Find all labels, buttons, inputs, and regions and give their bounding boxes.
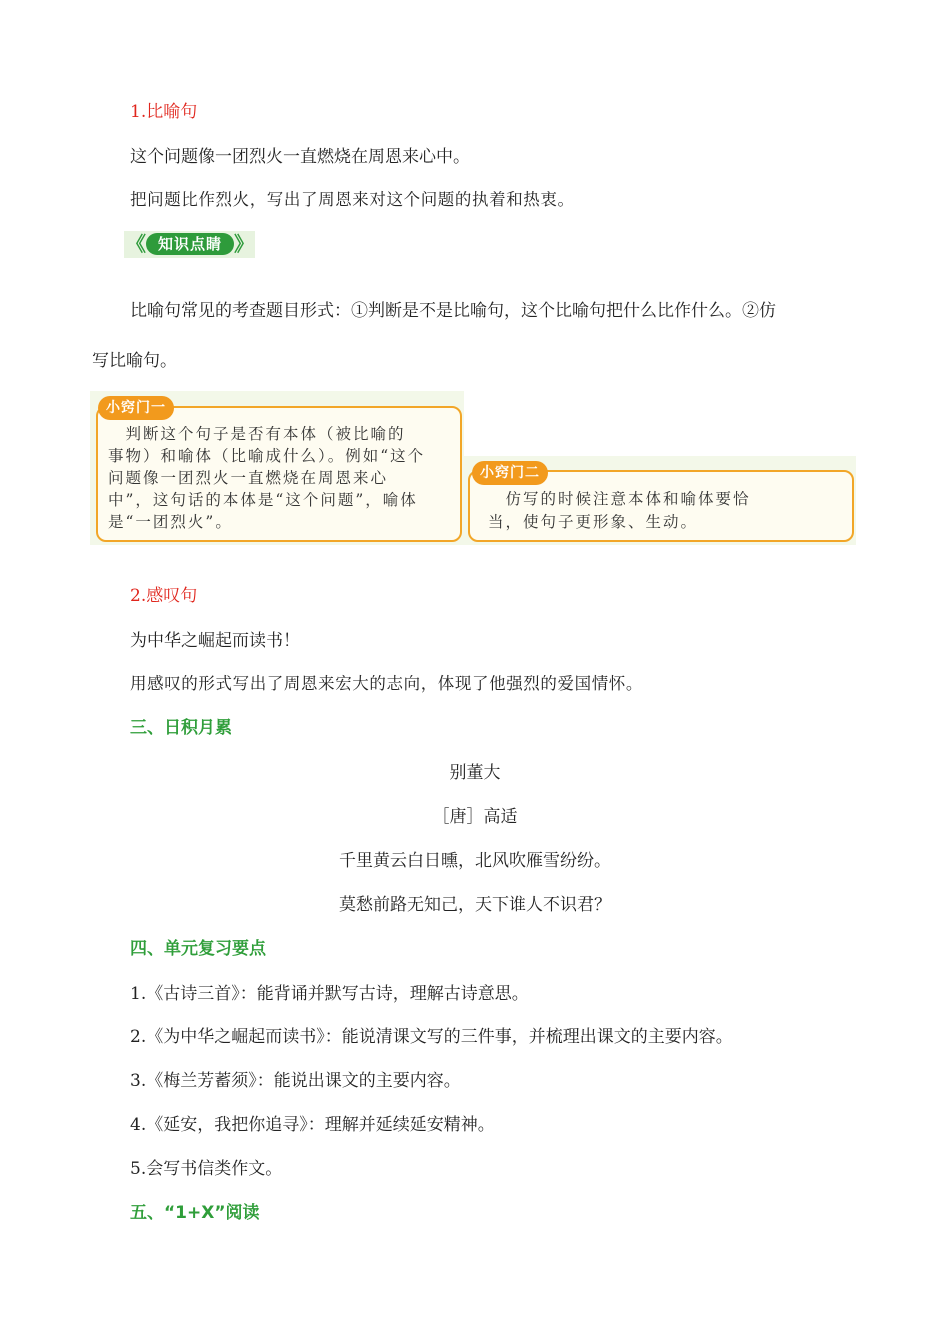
exclaim-sentence: 为中华之崛起而读书！ — [130, 631, 300, 651]
review-item-2: 2.《为中华之崛起而读书》：能说清课文写的三件事，并梳理出课文的主要内容。 — [130, 1027, 733, 1047]
poem-line-1: 千里黄云白日曛，北风吹雁雪纷纷。 — [339, 851, 611, 871]
review-item-5: 5.会写书信类作文。 — [130, 1159, 283, 1179]
knowledge-banner-label: 知识点睛 — [146, 233, 234, 255]
exclaim-analysis: 用感叹的形式写出了周恩来宏大的志向，体现了他强烈的爱国情怀。 — [130, 674, 643, 693]
knowledge-line-2: 写比喻句。 — [92, 351, 177, 371]
tip1-line-2: 事物）和喻体（比喻成什么）。例如“这个 — [108, 447, 426, 465]
tip1-line-4: 中”，这句话的本体是“这个问题”，喻体 — [108, 491, 418, 509]
simile-heading: 1.比喻句 — [130, 102, 198, 122]
simile-analysis: 把问题比作烈火，写出了周恩来对这个问题的执着和热衷。 — [130, 190, 575, 209]
tip2-line-1: 仿写的时候注意本体和喻体要恰 — [488, 490, 751, 508]
right-chevron-icon: 》 — [234, 232, 254, 256]
tip1-label: 小窍门一 — [98, 396, 174, 420]
left-chevron-icon: 《 — [126, 232, 146, 256]
tip2-line-2: 当，使句子更形象、生动。 — [488, 513, 699, 531]
knowledge-banner — [124, 231, 255, 258]
review-item-1: 1.《古诗三首》：能背诵并默写古诗，理解古诗意思。 — [130, 984, 529, 1004]
tip2-label: 小窍门二 — [472, 461, 548, 485]
review-item-3: 3.《梅兰芳蓄须》：能说出课文的主要内容。 — [130, 1071, 461, 1091]
poem-line-2: 莫愁前路无知己，天下谁人不识君？ — [339, 895, 611, 915]
exclaim-heading: 2.感叹句 — [130, 586, 198, 606]
section5-heading: 五、“1+X”阅读 — [130, 1203, 260, 1223]
poem-author: ［唐］高适 — [432, 807, 518, 827]
knowledge-line-1: 比喻句常见的考查题目形式：①判断是不是比喻句，这个比喻句把什么比作什么。②仿 — [130, 301, 776, 321]
simile-sentence: 这个问题像一团烈火一直燃烧在周恩来心中。 — [130, 147, 470, 167]
section3-heading: 三、日积月累 — [130, 718, 232, 738]
tip1-line-1: 判断这个句子是否有本体（被比喻的 — [108, 425, 406, 443]
tip1-line-3: 问题像一团烈火一直燃烧在周恩来心 — [108, 469, 389, 487]
tip1-line-5: 是“一团烈火”。 — [108, 513, 233, 531]
review-item-4: 4.《延安，我把你追寻》：理解并延续延安精神。 — [130, 1115, 495, 1135]
poem-title: 别董大 — [449, 763, 501, 783]
section4-heading: 四、单元复习要点 — [130, 939, 266, 959]
